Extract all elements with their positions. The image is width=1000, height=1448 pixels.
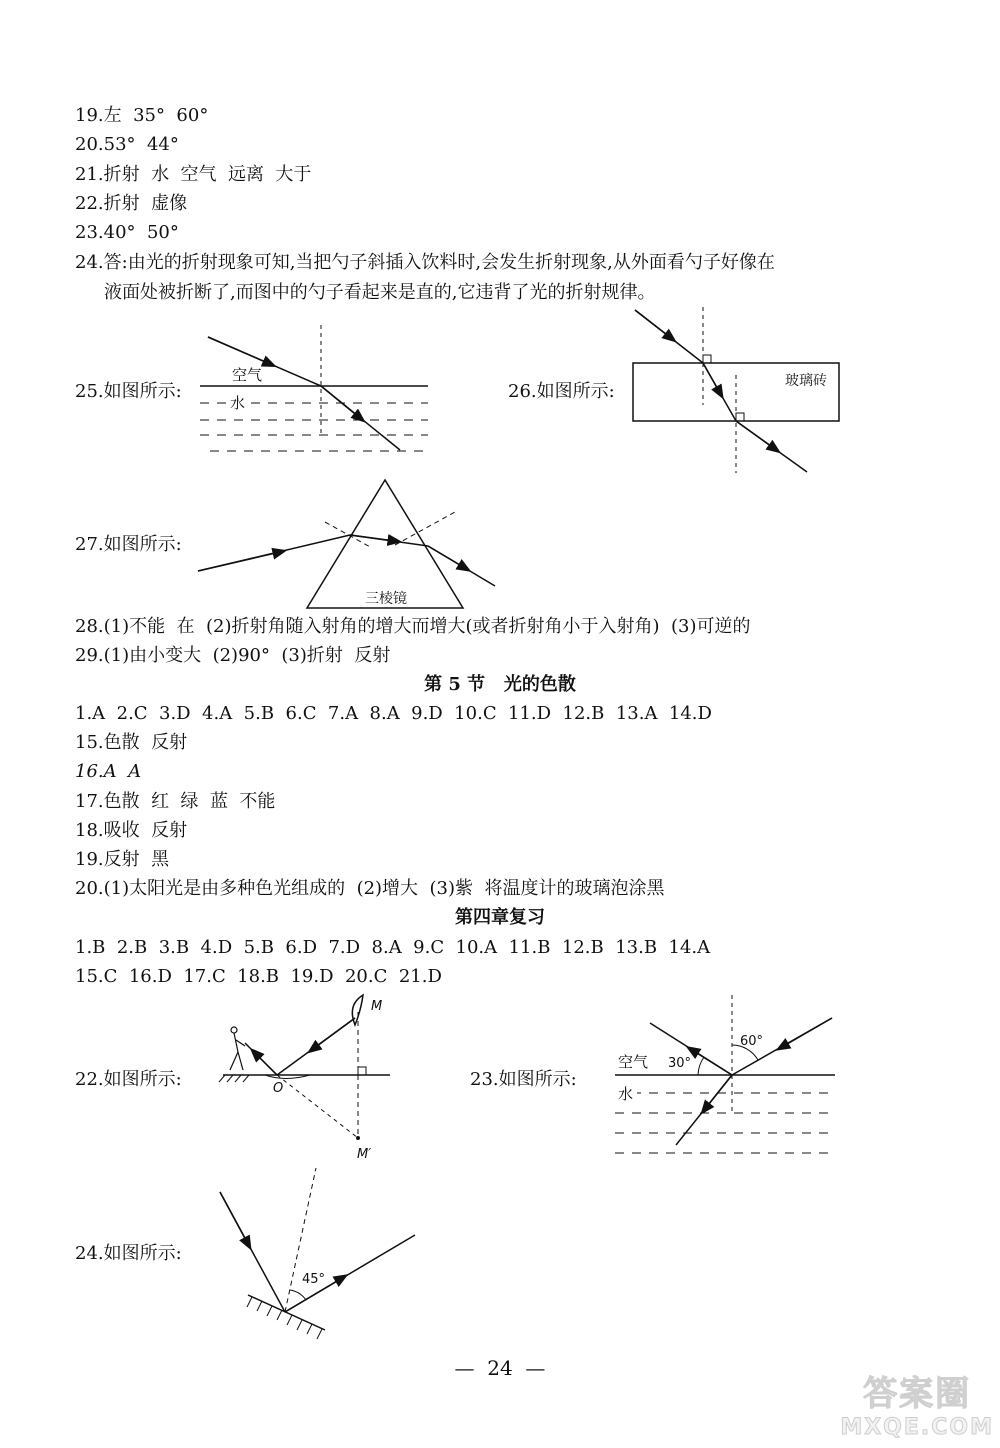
fig25-label: 25.如图所示: xyxy=(75,381,182,402)
fig22-Mprime-label: M′ xyxy=(357,1147,372,1162)
fig22-diagram xyxy=(215,990,400,1165)
fig22-O-label: O xyxy=(273,1081,284,1096)
answer-23: 23.40° 50° xyxy=(75,222,179,243)
answer-20: 20.53° 44° xyxy=(75,134,179,155)
fig23-angle60: 60° xyxy=(740,1034,764,1049)
review-answers-1-14: 1.B 2.B 3.B 4.D 5.B 6.D 7.D 8.A 9.C 10.A 11.B 12.B 13.B 14.A xyxy=(75,937,711,958)
answer-22: 22.折射 虚像 xyxy=(75,193,188,214)
fig25-air-label: 空气 xyxy=(232,366,263,384)
chapter-review-title: 第四章复习 xyxy=(455,907,545,928)
page-number: — 24 — xyxy=(454,1356,546,1380)
fig25-diagram xyxy=(190,325,440,465)
fig24-angle45: 45° xyxy=(302,1272,326,1287)
watermark-top: 答案圈 xyxy=(863,1374,972,1414)
watermark-logo xyxy=(840,1366,994,1440)
answer-28: 28.(1)不能 在 (2)折射角随入射角的增大而增大(或者折射角小于入射角) (3)可逆的 xyxy=(75,616,751,637)
fig25-water-label: 水 xyxy=(230,394,246,412)
fig26-diagram xyxy=(625,305,845,480)
section-5-title: 第 5 节 光的色散 xyxy=(424,674,576,695)
fig26-glass-label: 玻璃砖 xyxy=(785,373,827,389)
section5-answer-16: 16.A A xyxy=(75,761,142,782)
fig23-water-label: 水 xyxy=(618,1085,634,1103)
section5-answer-17: 17.色散 红 绿 蓝 不能 xyxy=(75,791,276,812)
fig27-diagram xyxy=(190,475,510,615)
fig27-label: 27.如图所示: xyxy=(75,534,182,555)
fig26-label: 26.如图所示: xyxy=(508,381,615,402)
section5-answer-19: 19.反射 黑 xyxy=(75,849,170,870)
watermark-bottom: MXQE.COM xyxy=(840,1415,994,1440)
answer-24-line1: 24.答:由光的折射现象可知,当把勺子斜插入饮料时,会发生折射现象,从外面看勺子好像在 xyxy=(75,252,775,273)
fig24-diagram xyxy=(210,1165,425,1340)
section5-answers-1-14: 1.A 2.C 3.D 4.A 5.B 6.C 7.A 8.A 9.D 10.C 11.D 12.B 13.A 14.D xyxy=(75,703,712,724)
fig23-air-label: 空气 xyxy=(618,1053,649,1071)
fig23-label: 23.如图所示: xyxy=(470,1069,577,1090)
section5-answer-20: 20.(1)太阳光是由多种色光组成的 (2)增大 (3)紫 将温度计的玻璃泡涂黑 xyxy=(75,878,665,899)
answer-29: 29.(1)由小变大 (2)90° (3)折射 反射 xyxy=(75,645,391,666)
fig22-M-label: M xyxy=(371,999,383,1014)
fig24-label: 24.如图所示: xyxy=(75,1243,182,1264)
answer-19: 19.左 35° 60° xyxy=(75,105,209,126)
section5-answer-15: 15.色散 反射 xyxy=(75,732,188,753)
fig27-prism-label: 三棱镜 xyxy=(365,591,407,607)
fig23-diagram xyxy=(610,995,845,1165)
answer-21: 21.折射 水 空气 远离 大于 xyxy=(75,164,312,185)
review-answers-15-21: 15.C 16.D 17.C 18.B 19.D 20.C 21.D xyxy=(75,966,442,987)
fig22-label: 22.如图所示: xyxy=(75,1069,182,1090)
fig23-angle30: 30° xyxy=(668,1056,692,1071)
section5-answer-18: 18.吸收 反射 xyxy=(75,820,188,841)
answer-24-line2: 液面处被折断了,而图中的勺子看起来是直的,它违背了光的折射规律。 xyxy=(104,282,656,303)
